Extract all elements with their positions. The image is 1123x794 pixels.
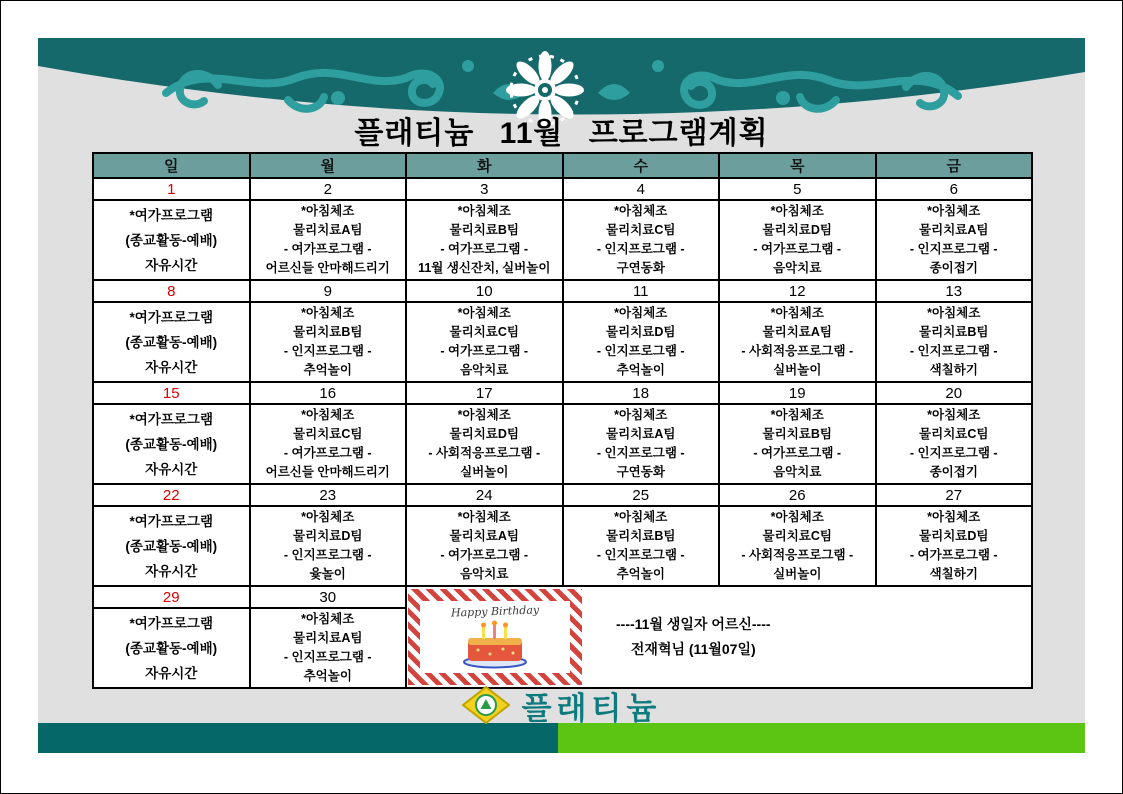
program-line: - 사회적응프로그램 - [741,344,854,358]
program-cell [719,302,876,382]
program-cell [406,302,563,382]
footer-bars [38,723,1085,753]
date-20: 20 [876,382,1033,404]
birthday-announcement [616,612,771,662]
program-cell [563,404,720,484]
program-line: *아침체조 [614,408,668,422]
date-8: 8 [93,280,250,302]
program-line: 종이접기 [929,465,978,479]
program-line: - 여가프로그램 - [440,344,529,358]
program-line: 물리치료B팀 [293,325,363,339]
program-cell [250,506,407,586]
date-12: 12 [719,280,876,302]
birthday-card [408,589,582,685]
program-line: - 인지프로그램 - [283,344,372,358]
program-line: 물리치료D팀 [919,529,989,543]
program-cell [93,200,250,280]
date-18: 18 [563,382,720,404]
date-25: 25 [563,484,720,506]
day-header-3: 수 [563,153,720,178]
program-line: 물리치료D팀 [449,427,519,441]
day-header-0: 일 [93,153,250,178]
program-line: 물리치료B팀 [762,427,832,441]
date-15: 15 [93,382,250,404]
footer-bar-green [558,723,1085,753]
program-line: 색칠하기 [929,363,978,377]
day-header-2: 화 [406,153,563,178]
program-line: - 여가프로그램 - [283,446,372,460]
program-line: 색칠하기 [929,567,978,581]
program-line: - 인지프로그램 - [909,446,998,460]
program-line: 물리치료A팀 [606,427,676,441]
program-line: *아침체조 [614,510,668,524]
program-line: *아침체조 [301,204,355,218]
program-line: *아침체조 [614,204,668,218]
program-line: *여가프로그램 [129,411,213,427]
program-line: - 인지프로그램 - [283,548,372,562]
program-calendar-table [92,152,1033,689]
program-line: - 인지프로그램 - [909,344,998,358]
program-line: 음악치료 [773,465,822,479]
program-cell [719,506,876,586]
program-line: 자유시간 [145,461,198,477]
program-line: 음악치료 [460,363,509,377]
program-cell [93,302,250,382]
program-line: 물리치료C팀 [606,223,676,237]
program-cell [250,608,407,688]
day-header-5: 금 [876,153,1033,178]
program-cell [93,404,250,484]
program-line: - 사회적응프로그램 - [428,446,541,460]
program-cell [93,506,250,586]
date-27: 27 [876,484,1033,506]
program-line: *아침체조 [457,204,511,218]
program-line: 구연동화 [616,261,665,275]
date-17: 17 [406,382,563,404]
program-line: 자유시간 [145,359,198,375]
program-cell [250,404,407,484]
program-line: *아침체조 [770,510,824,524]
program-line: 물리치료A팀 [762,325,832,339]
program-cell [719,200,876,280]
program-line: 추억놀이 [616,363,665,377]
program-line: (종교활동-예배) [125,640,218,656]
date-11: 11 [563,280,720,302]
program-line: *아침체조 [927,408,981,422]
program-line: 물리치료A팀 [919,223,989,237]
date-6: 6 [876,178,1033,200]
program-line: *여가프로그램 [129,513,213,529]
program-line: 어르신들 안마해드리기 [265,261,390,275]
program-line: 물리치료C팀 [449,325,519,339]
program-line: 추억놀이 [303,363,352,377]
footer-bar-teal [38,723,558,753]
program-line: - 여가프로그램 - [753,242,842,256]
program-line: 자유시간 [145,257,198,273]
program-line: 물리치료D팀 [606,325,676,339]
diamond-logo-icon [462,686,510,724]
slide [38,38,1085,753]
program-cell [876,404,1033,484]
date-5: 5 [719,178,876,200]
day-header-1: 월 [250,153,407,178]
program-line: 물리치료C팀 [293,427,363,441]
date-26: 26 [719,484,876,506]
program-cell [876,200,1033,280]
program-line: - 여가프로그램 - [909,548,998,562]
program-line: *아침체조 [614,306,668,320]
program-line: 자유시간 [145,563,198,579]
program-line: 물리치료D팀 [293,529,363,543]
date-13: 13 [876,280,1033,302]
program-line: (종교활동-예배) [125,232,218,248]
program-line: *아침체조 [927,510,981,524]
program-line: *아침체조 [927,204,981,218]
date-16: 16 [250,382,407,404]
program-cell [563,200,720,280]
program-line: *여가프로그램 [129,615,213,631]
program-line: *아침체조 [770,204,824,218]
program-line: - 사회적응프로그램 - [741,548,854,562]
program-cell [406,506,563,586]
birthday-section [407,587,1031,687]
program-line: 어르신들 안마해드리기 [265,465,390,479]
program-line: *여가프로그램 [129,207,213,223]
date-10: 10 [406,280,563,302]
program-line: *아침체조 [770,306,824,320]
date-30: 30 [250,586,407,608]
program-line: *아침체조 [770,408,824,422]
program-line: 종이접기 [929,261,978,275]
birthday-line1: ----11월 생일자 어르신---- [616,616,771,632]
program-line: 추억놀이 [303,669,352,683]
day-header-4: 목 [719,153,876,178]
program-cell [406,404,563,484]
program-line: *여가프로그램 [129,309,213,325]
program-line: 물리치료A팀 [293,223,363,237]
program-line: 음악치료 [460,567,509,581]
program-line: 11월 생신잔치, 실버놀이 [418,261,551,275]
program-cell [876,302,1033,382]
program-line: (종교활동-예배) [125,334,218,350]
program-line: - 여가프로그램 - [440,548,529,562]
birthday-cake-icon [456,619,534,669]
program-line: 음악치료 [773,261,822,275]
date-1: 1 [93,178,250,200]
program-line: *아침체조 [301,510,355,524]
program-cell [563,506,720,586]
date-9: 9 [250,280,407,302]
program-line: - 여가프로그램 - [753,446,842,460]
program-line: 추억놀이 [616,567,665,581]
program-line: 물리치료B팀 [606,529,676,543]
footer-logo [38,688,1085,726]
date-4: 4 [563,178,720,200]
date-19: 19 [719,382,876,404]
program-cell [93,608,250,688]
program-line: 구연동화 [616,465,665,479]
program-cell [250,200,407,280]
date-2: 2 [250,178,407,200]
date-29: 29 [93,586,250,608]
program-line: - 인지프로그램 - [596,548,685,562]
program-line: - 여가프로그램 - [440,242,529,256]
program-line: 실버놀이 [460,465,509,479]
birthday-line2: 전재혁님 (11월07일) [630,641,756,657]
program-cell [406,200,563,280]
program-line: *아침체조 [457,408,511,422]
program-cell [250,302,407,382]
program-line: *아침체조 [927,306,981,320]
program-line: - 인지프로그램 - [596,242,685,256]
program-cell [563,302,720,382]
program-line: 물리치료B팀 [919,325,989,339]
program-cell [876,506,1033,586]
program-line: 물리치료A팀 [293,631,363,645]
program-line: 물리치료B팀 [449,223,519,237]
program-line: 실버놀이 [773,363,822,377]
program-line: 실버놀이 [773,567,822,581]
birthday-cell [406,586,1032,688]
program-line: - 인지프로그램 - [596,344,685,358]
program-line: 물리치료D팀 [762,223,832,237]
program-line: 물리치료A팀 [449,529,519,543]
page-title: 플래티늄 11월 프로그램계획 [354,117,769,150]
program-line: *아침체조 [301,306,355,320]
program-line: *아침체조 [457,510,511,524]
program-cell [719,404,876,484]
date-23: 23 [250,484,407,506]
program-line: (종교활동-예배) [125,436,218,452]
date-3: 3 [406,178,563,200]
birthday-card-script: Happy Birthday [450,603,540,620]
program-line: - 인지프로그램 - [283,650,372,664]
program-line: 윷놀이 [309,567,346,581]
program-line: *아침체조 [301,408,355,422]
program-line: - 인지프로그램 - [596,446,685,460]
program-line: *아침체조 [457,306,511,320]
date-24: 24 [406,484,563,506]
program-line: (종교활동-예배) [125,538,218,554]
program-line: *아침체조 [301,612,355,626]
footer-logo-text: 플래티늄 [521,690,662,726]
program-line: 물리치료C팀 [762,529,832,543]
program-line: 물리치료C팀 [919,427,989,441]
program-line: - 인지프로그램 - [909,242,998,256]
date-22: 22 [93,484,250,506]
program-line: 자유시간 [145,665,198,681]
program-line: - 여가프로그램 - [283,242,372,256]
